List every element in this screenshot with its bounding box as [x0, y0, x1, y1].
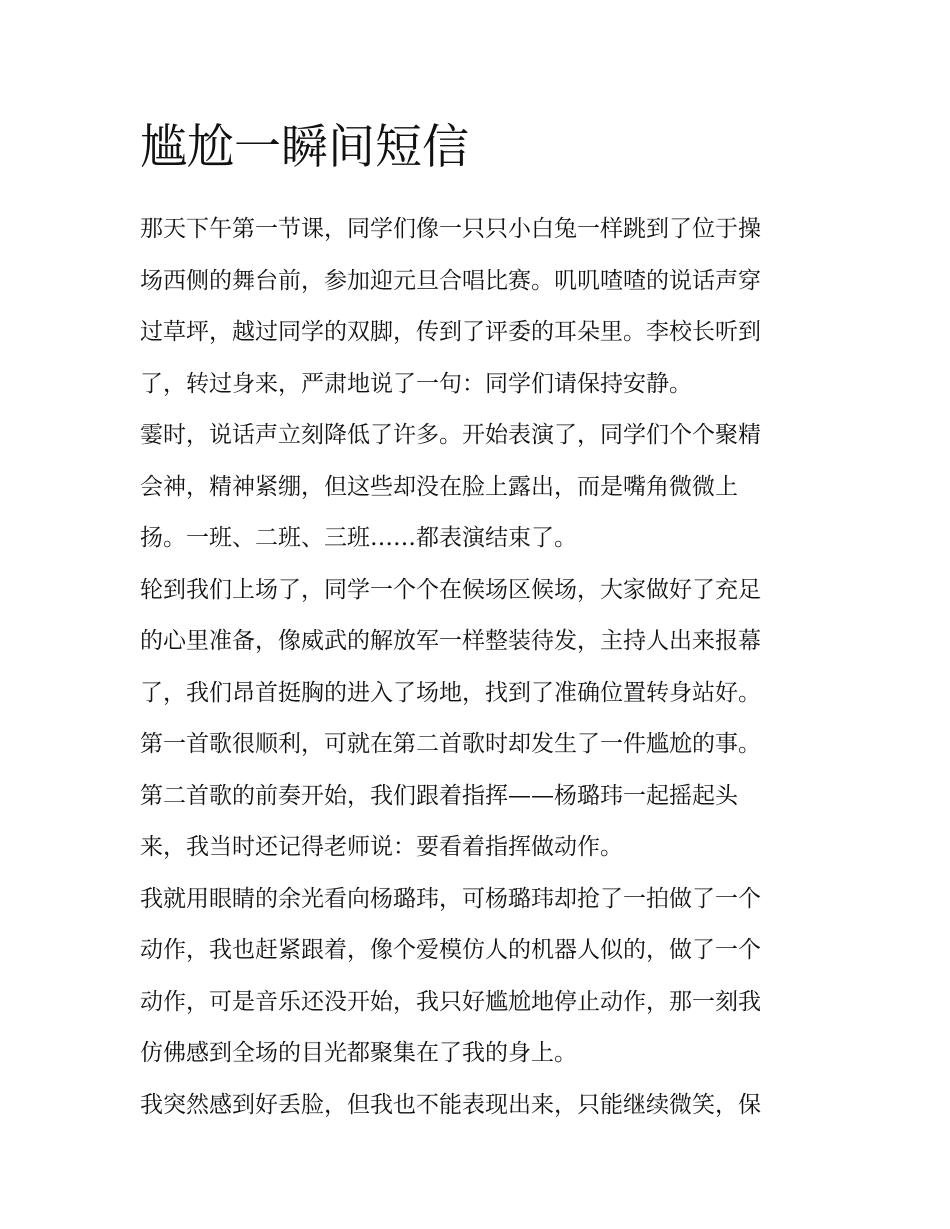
text-line: 会神，精神紧绷，但这些却没在脸上露出，而是嘴角微微上 [140, 473, 738, 500]
paragraph-2 [140, 410, 816, 565]
paragraph-1 [140, 204, 816, 410]
text-line: 仿佛感到全场的目光都聚集在了我的身上。 [140, 1040, 577, 1066]
text-line: 扬。一班、二班、三班……都表演结束了。 [140, 525, 577, 551]
text-line: 我突然感到好丢脸，但我也不能表现出来，只能继续微笑，保 [140, 1091, 761, 1118]
text-line: 场西侧的舞台前，参加迎元旦合唱比赛。叽叽喳喳的说话声穿 [140, 267, 761, 294]
text-line: 了，我们昂首挺胸的进入了场地，找到了准确位置转身站好。 [140, 679, 761, 706]
text-line: 第一首歌很顺利，可就在第二首歌时却发生了一件尴尬的事。 [140, 731, 761, 757]
text-line: 过草坪，越过同学的双脚，传到了评委的耳朵里。李校长听到 [140, 319, 761, 345]
text-line: 那天下午第一节课，同学们像一只只小白兔一样跳到了位于操 [140, 216, 761, 242]
paragraph-7 [140, 1080, 816, 1132]
paragraph-6 [140, 874, 816, 1080]
text-line: 了，转过身来，严肃地说了一句：同学们请保持安静。 [140, 370, 692, 397]
document-content [140, 118, 816, 1131]
paragraph-5 [140, 771, 816, 874]
text-line: 我就用眼睛的余光看向杨璐玮，可杨璐玮却抢了一拍做了一个 [140, 885, 761, 912]
text-line: 霎时，说话声立刻降低了许多。开始表演了，同学们个个聚精 [140, 422, 761, 448]
text-line: 动作，我也赶紧跟着，像个爱模仿人的机器人似的，做了一个 [140, 937, 761, 963]
document-title: 尴尬一瞬间短信 [140, 120, 469, 175]
text-line: 来，我当时还记得老师说：要看着指挥做动作。 [140, 834, 623, 860]
text-line: 的心里准备，像威武的解放军一样整装待发，主持人出来报幕 [140, 628, 761, 654]
text-line: 轮到我们上场了，同学一个个在候场区候场，大家做好了充足 [140, 576, 761, 603]
text-line: 第二首歌的前奏开始，我们跟着指挥——杨璐玮一起摇起头 [140, 782, 738, 809]
paragraph-4 [140, 719, 816, 771]
document-body [140, 204, 816, 1131]
text-line: 动作，可是音乐还没开始，我只好尴尬地停止动作，那一刻我 [140, 988, 761, 1015]
paragraph-3 [140, 565, 816, 720]
